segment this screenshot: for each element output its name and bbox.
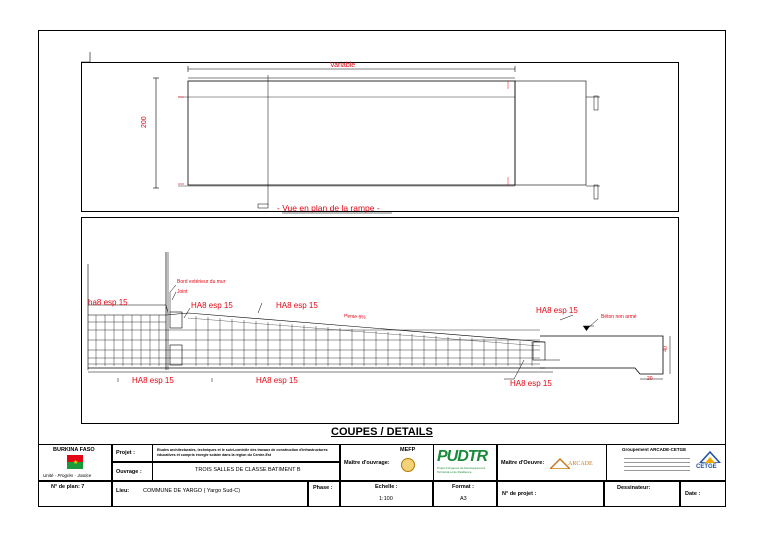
cetge-logo-text: CETGE [696, 464, 717, 470]
maitre-ouvrage-cell [340, 444, 497, 481]
plan-no-label: N° de plan: 7 [51, 484, 85, 490]
maitre-oeuvre-cell [497, 444, 726, 481]
phase-label: Phase : [313, 485, 333, 491]
projet-value: Etudes architecturales, techniques et le suivi-contrôle des travaux de construction d'infrastructures éducatives et compris énergie solaire dans la région du Centre-Est [157, 448, 328, 457]
format-value: A3 [460, 496, 467, 502]
format-label: Format : [452, 484, 474, 490]
echelle-value: 1:100 [379, 496, 393, 502]
ouvrage-cell [112, 462, 340, 481]
projet-cell [112, 444, 340, 462]
label-bord-exterieur: Bord extérieur du mur [177, 279, 226, 285]
country-name: BURKINA FASO [53, 447, 95, 453]
label-joint: Joint [177, 289, 188, 295]
pudtr-logo: PUDTR [437, 448, 488, 465]
date-cell [680, 481, 726, 507]
label-ha8-a: HA8 esp 15 [191, 301, 233, 310]
phase-cell [308, 481, 340, 507]
date-label: Date : [685, 491, 701, 497]
label-ha8-bot1: HA8 esp 15 [132, 376, 174, 385]
lieu-cell [112, 481, 308, 507]
projet-no-cell [497, 481, 604, 507]
format-cell [433, 481, 497, 507]
projet-no-label: N° de projet : [502, 491, 537, 497]
dim-20: 20 [647, 376, 653, 382]
ouvrage-label: Ouvrage : [116, 469, 142, 475]
maitre-oeuvre-label: Maître d'Oeuvre: [501, 460, 545, 466]
label-ha8-left: ha8 esp 15 [88, 298, 128, 307]
lieu-value: COMMUNE DE YARGO ( Yargo Sud-C) [143, 488, 241, 494]
arcade-logo-icon [550, 457, 570, 469]
lieu-label: Lieu: [116, 488, 130, 494]
echelle-label: Echelle : [375, 484, 398, 490]
dim-40: 40 [662, 346, 669, 352]
pudtr-subtitle: Projet d'Urgence de Développement Territorial et de Résilience [437, 466, 486, 474]
maitre-ouvrage-label: Maître d'ouvrage: [344, 460, 390, 466]
mefp-label: MEFP [400, 447, 416, 453]
label-ha8-b: HA8 esp 15 [276, 301, 318, 310]
label-pente: Pente 6% [343, 313, 366, 321]
dessinateur-label: Dessinateur: [617, 485, 651, 491]
country-cell [38, 444, 112, 481]
coat-of-arms-icon [401, 458, 415, 472]
plan-no-cell [38, 481, 112, 507]
sheet-title: COUPES / DETAILS [331, 426, 433, 438]
label-beton: Béton non armé [601, 314, 637, 320]
plan-dim-variable: Variable [330, 62, 356, 69]
plan-view-title: - Vue en plan de la rampe - [277, 203, 380, 213]
arcade-logo-text: ARCADE [568, 461, 593, 467]
groupement-label: Groupement ARCADE-CETGE [622, 447, 687, 452]
plan-dim-200: 200 [141, 116, 148, 128]
ouvrage-value: TROIS SALLES DE CLASSE BATIMENT B [195, 467, 301, 473]
country-motto: Unité - Progrès - Justice [43, 473, 92, 478]
label-ha8-bot2: HA8 esp 15 [256, 376, 298, 385]
title-block [38, 444, 726, 507]
projet-label: Projet : [116, 450, 135, 456]
dessinateur-cell [604, 481, 680, 507]
cetge-logo-icon [698, 449, 722, 463]
label-ha8-bot3: HA8 esp 15 [510, 379, 552, 388]
echelle-cell [340, 481, 433, 507]
flag-icon: ★ [67, 455, 83, 469]
label-ha8-right: HA8 esp 15 [536, 306, 578, 315]
